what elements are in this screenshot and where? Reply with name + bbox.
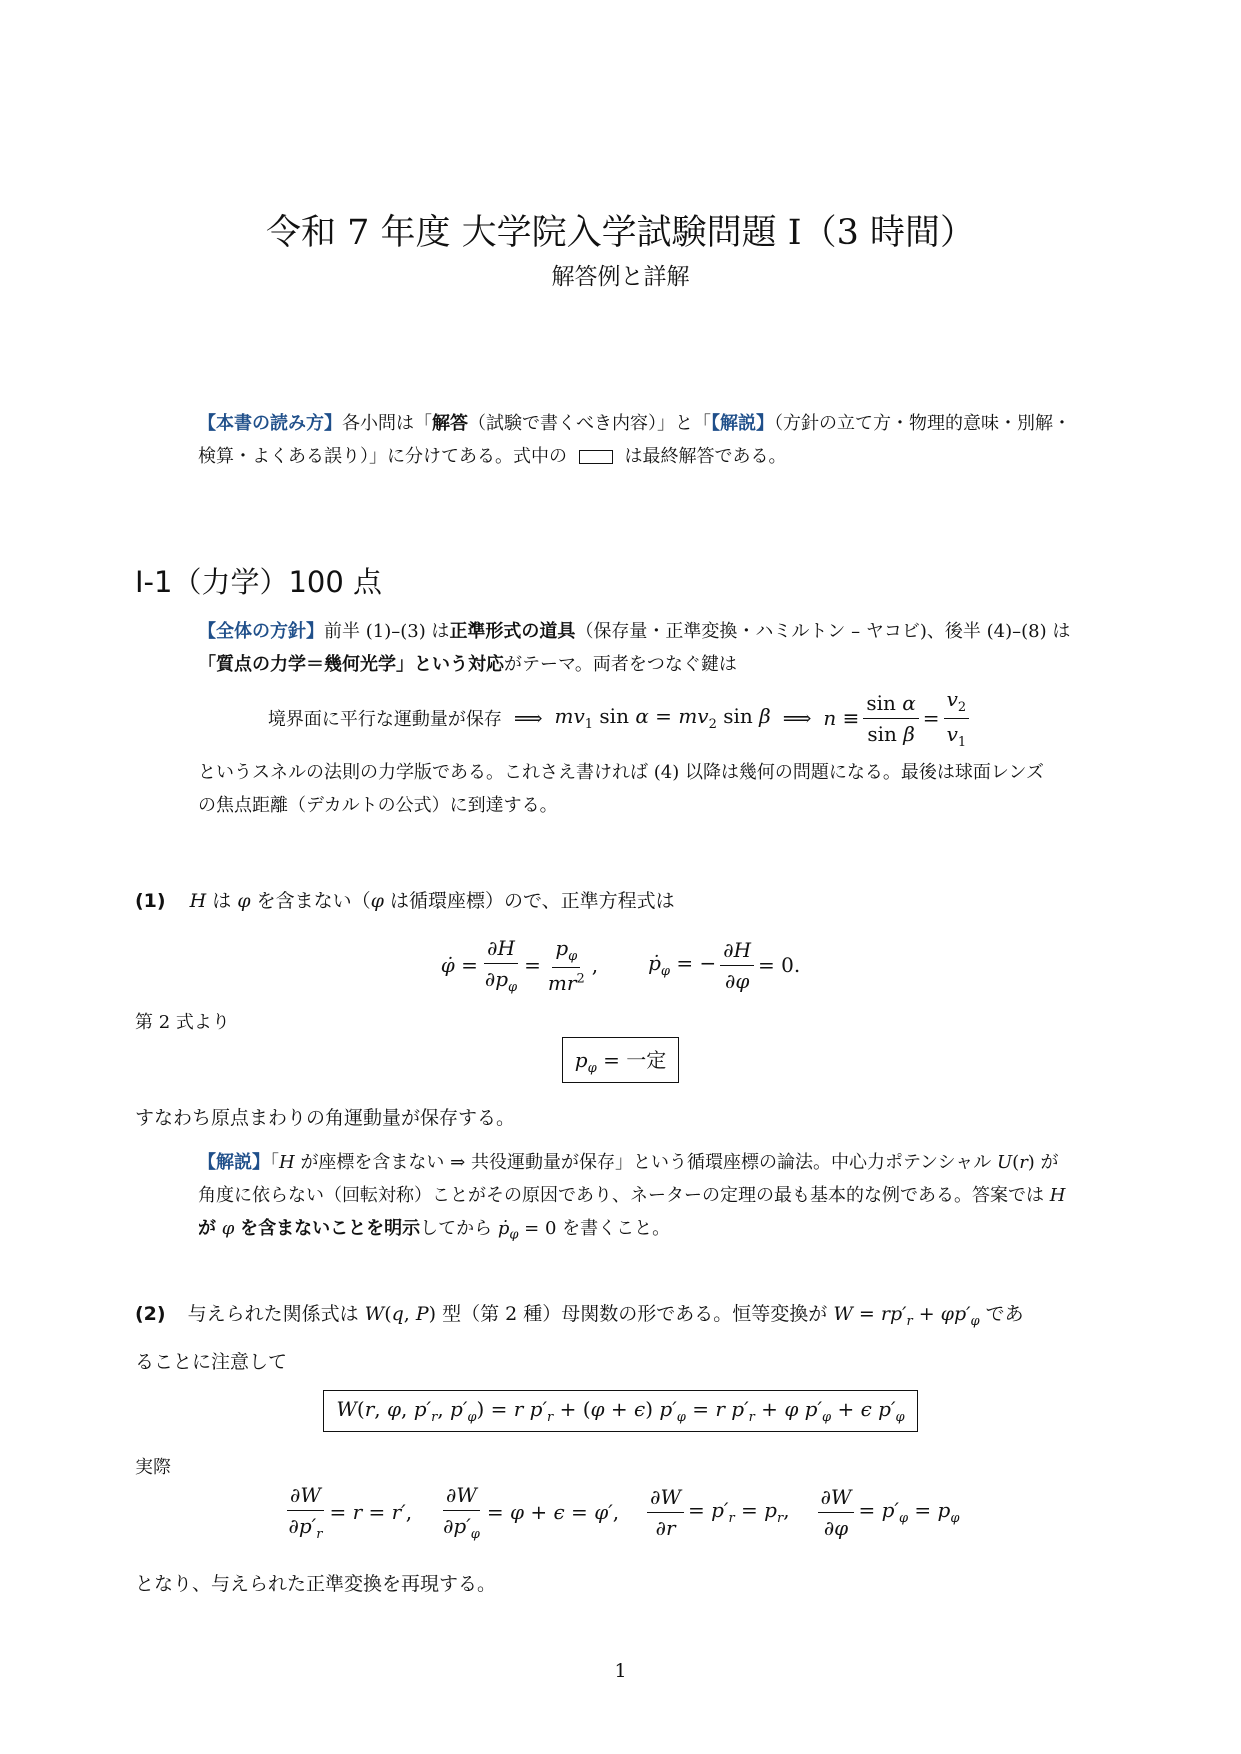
q2-label: (2) bbox=[135, 1303, 166, 1325]
canonical-equations: φ̇ = $\frac{\partial H}{\partial p_\varphi}$ = $\frac{p_\varphi}{mr^2}$ , ṗ$_\varphi$ = − $\frac{\partial H}{\partial\varphi}$ = 0. bbox=[440, 935, 801, 995]
generating-function bbox=[0, 1388, 1241, 1434]
intro-keyword: 【解説】 bbox=[711, 413, 774, 434]
comment-text: が bbox=[1040, 1152, 1059, 1173]
q1-text: を含まない（ bbox=[256, 890, 371, 912]
q2-text: 実際 bbox=[135, 1457, 171, 1478]
intro-tag: 【本書の読み方】 bbox=[198, 413, 342, 434]
q2-text: であ bbox=[985, 1303, 1024, 1325]
intro-text: 検算・よくある誤り）」に分けてある。式中の bbox=[198, 446, 567, 467]
answer-box-sample bbox=[579, 450, 613, 464]
comment-text: 「 bbox=[270, 1152, 279, 1173]
q2-conclusion: となり、与えられた正準変換を再現する。 bbox=[135, 1573, 497, 1595]
intro-text: 各小問は「 bbox=[342, 413, 432, 434]
q1-answer bbox=[0, 1038, 1241, 1082]
q2-text: 与えられた関係式は bbox=[187, 1303, 359, 1325]
q1-text: 第 2 式より bbox=[135, 1012, 230, 1033]
answer-box: W(r, φ, $p'_r$, $p'_\varphi) = r$ $p'_r + (\varphi + \epsilon) p'_\varphi = r$ $p'_r + \varphi$ $p'_\varphi + \epsilon$ $p'_\varphi$ bbox=[323, 1390, 917, 1432]
overview-text: 前半 (1)–(3) は bbox=[324, 621, 450, 642]
q1-text: は循環座標）ので、正準方程式は bbox=[390, 890, 675, 912]
overview-keyword: 正準形式の道具 bbox=[449, 621, 576, 642]
answer-text: 一定 bbox=[626, 1048, 667, 1072]
q2-statement: (2) 与えられた関係式は W(q, P) 型（第 2 種）母関数の形である。恒等変換が $W = rp'_r + \varphi p'_\varphi$ であ ることに注意して bbox=[135, 1294, 1105, 1382]
overview-paragraph bbox=[198, 615, 1118, 681]
q2-text: ることに注意して bbox=[135, 1350, 288, 1373]
comment-text: してから bbox=[420, 1218, 493, 1239]
overview-text: の焦点距離（デカルトの公式）に到達する。 bbox=[198, 795, 558, 816]
comment-text: 角度に依らない（回転対称）ことがその原因であり、ネーターの定理の最も基本的な例である。答案では bbox=[198, 1185, 1044, 1206]
intro-keyword: 解答 bbox=[432, 413, 468, 434]
overview-text: というスネルの法則の力学版である。これさえ書ければ (4) 以降は幾何の問題になる。最後は球面レンズ bbox=[198, 762, 1044, 783]
snell-equation: 境界面に平行な運動量が保存 ⟹ $mv_1$ $\sin \alpha = mv_2$ sin β ⟹ n ≡ $\frac{\text{sin α}}{\text{sin β}}$ = $\frac{v_2}{v_1}$ bbox=[0, 688, 1241, 748]
overview-text: がテーマ。両者をつなぐ鍵は bbox=[504, 654, 737, 675]
section-heading: I-1（力学）100 点 bbox=[135, 565, 383, 599]
q1-statement: (1) H は φ を含まない（φ は循環座標）ので、正準方程式は bbox=[135, 890, 675, 912]
q1-conclusion: すなわち原点まわりの角運動量が保存する。 bbox=[135, 1107, 516, 1129]
page-number: 1 bbox=[614, 1660, 627, 1682]
comment-tag: 【解説】 bbox=[198, 1152, 270, 1173]
intro-text: は最終解答である。 bbox=[624, 446, 787, 467]
partial-derivatives: $\frac{\partial W}{\partial p'_r}$ = r = r′, $\frac{\partial W}{\partial p'_\varphi}$ = φ + ϵ = φ′, $\frac{\partial W}{\partial r}$ = $p'_r = p_r$, $\frac{\partial W}{\partial\varphi}$ = $p'_\varphi = p_\varphi$ bbox=[288, 1482, 960, 1542]
q1-comment: 【解説】「H が座標を含まない ⇒ 共役運動量が保存」という循環座標の論法。中心力ポテンシャル U(r) が 角度に依らない（回転対称）ことがその原因であり、ネーターの定理の最も基本的な例である。答案では H が φ を含まないことを明示してから ṗ$_\varphi$ = 0 を書くこと。 bbox=[198, 1152, 1066, 1243]
comment-text: が座標を含まない ⇒ 共役運動量が保存」という循環座標の論法。中心力ポテンシャル bbox=[300, 1152, 992, 1173]
intro-paragraph bbox=[198, 407, 1118, 473]
key-eq-text: 境界面に平行な運動量が保存 bbox=[267, 709, 502, 730]
comment-keyword: が bbox=[198, 1218, 216, 1239]
overview-keyword: 「質点の力学＝幾何光学」という対応 bbox=[198, 654, 504, 675]
page-title: 令和 7 年度 大学院入学試験問題 I（3 時間） bbox=[266, 213, 975, 253]
answer-box: $p_\varphi$ = 一定 bbox=[562, 1037, 679, 1083]
q2-text: 型（第 2 種）母関数の形である。恒等変換が bbox=[442, 1303, 828, 1325]
q1-text: は bbox=[212, 890, 232, 912]
q1-label: (1) bbox=[135, 890, 166, 912]
comment-keyword: を含まないことを明示 bbox=[240, 1218, 421, 1239]
intro-text: （方針の立て方・物理的意味・別解・ bbox=[774, 413, 1071, 434]
comment-text: を書くこと。 bbox=[562, 1218, 671, 1239]
overview-paragraph-2 bbox=[198, 756, 1118, 822]
page-subtitle: 解答例と詳解 bbox=[551, 264, 690, 290]
overview-text: （保存量・正準変換・ハミルトン – ヤコビ)、後半 (4)–(8) は bbox=[575, 621, 1071, 642]
overview-tag: 【全体の方針】 bbox=[198, 621, 324, 642]
intro-text: （試験で書くべき内容）」と「 bbox=[468, 413, 711, 434]
